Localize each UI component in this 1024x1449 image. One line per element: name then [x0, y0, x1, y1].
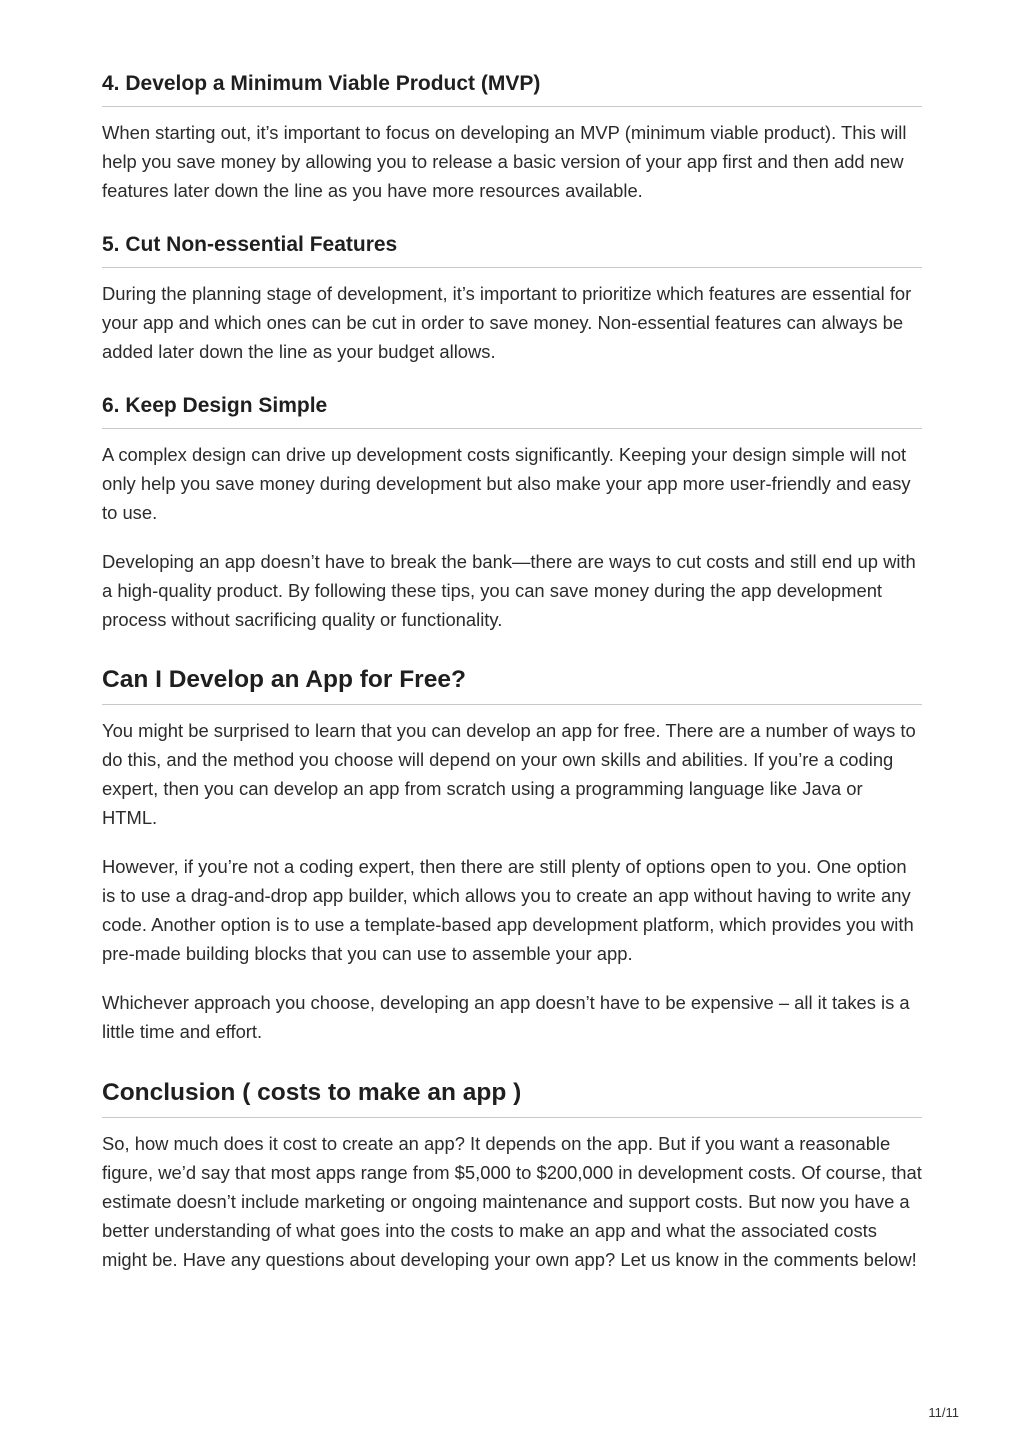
section-mvp — [102, 70, 922, 205]
section-heading-mvp: 4. Develop a Minimum Viable Product (MVP) — [102, 70, 922, 107]
section-paragraph-free-app-1: You might be surprised to learn that you can develop an app for free. There are a number of ways to do this, and the method you choose will depend on your own skills and abilities. If you’re a coding expert, then you can develop an app from scratch using a programming language like Java or HTML. — [102, 720, 916, 828]
section-paragraph-free-app-3: Whichever approach you choose, developing an app doesn’t have to be expensive – all it takes is a little time and effort. — [102, 992, 910, 1042]
section-heading-cut-features: 5. Cut Non-essential Features — [102, 231, 922, 268]
section-paragraph-mvp: When starting out, it’s important to focus on developing an MVP (minimum viable product). This will help you save money by allowing you to release a basic version of your app first and then add new features later down the line as you have more resources available. — [102, 122, 907, 201]
section-paragraph-simple-design-2: Developing an app doesn’t have to break the bank—there are ways to cut costs and still end up with a high-quality product. By following these tips, you can save money during the app development process without sacrificing quality or functionality. — [102, 551, 916, 630]
section-paragraph-cut-features: During the planning stage of development, it’s important to prioritize which features are essential for your app and which ones can be cut in order to save money. Non-essential features can always be added later down the line as your budget allows. — [102, 283, 912, 362]
section-free-app — [102, 664, 922, 1046]
document-page — [102, 70, 922, 1274]
section-simple-design — [102, 392, 922, 634]
section-paragraph-conclusion: So, how much does it cost to create an app? It depends on the app. But if you want a reasonable figure, we’d say that most apps range from $5,000 to $200,000 in development costs. Of course, that estimate doesn’t include marketing or ongoing maintenance and support costs. But now you have a better understanding of what goes into the costs to make an app and what the associated costs might be. Have any questions about developing your own app? Let us know in the comments below! — [102, 1133, 922, 1270]
section-heading-simple-design: 6. Keep Design Simple — [102, 392, 922, 429]
page-number: 11/11 — [928, 1405, 959, 1420]
section-paragraph-simple-design-1: A complex design can drive up development costs significantly. Keeping your design simple will not only help you save money during development but also make your app more user-friendly and easy to use. — [102, 444, 911, 523]
section-heading-free-app: Can I Develop an App for Free? — [102, 664, 922, 705]
section-conclusion — [102, 1077, 922, 1274]
section-paragraph-free-app-2: However, if you’re not a coding expert, then there are still plenty of options open to you. One option is to use a drag-and-drop app builder, which allows you to create an app without having to write any code. Another option is to use a template-based app development platform, which provides you with pre-made building blocks that you can use to assemble your app. — [102, 856, 914, 964]
section-cut-features — [102, 231, 922, 366]
section-heading-conclusion: Conclusion ( costs to make an app ) — [102, 1077, 922, 1118]
